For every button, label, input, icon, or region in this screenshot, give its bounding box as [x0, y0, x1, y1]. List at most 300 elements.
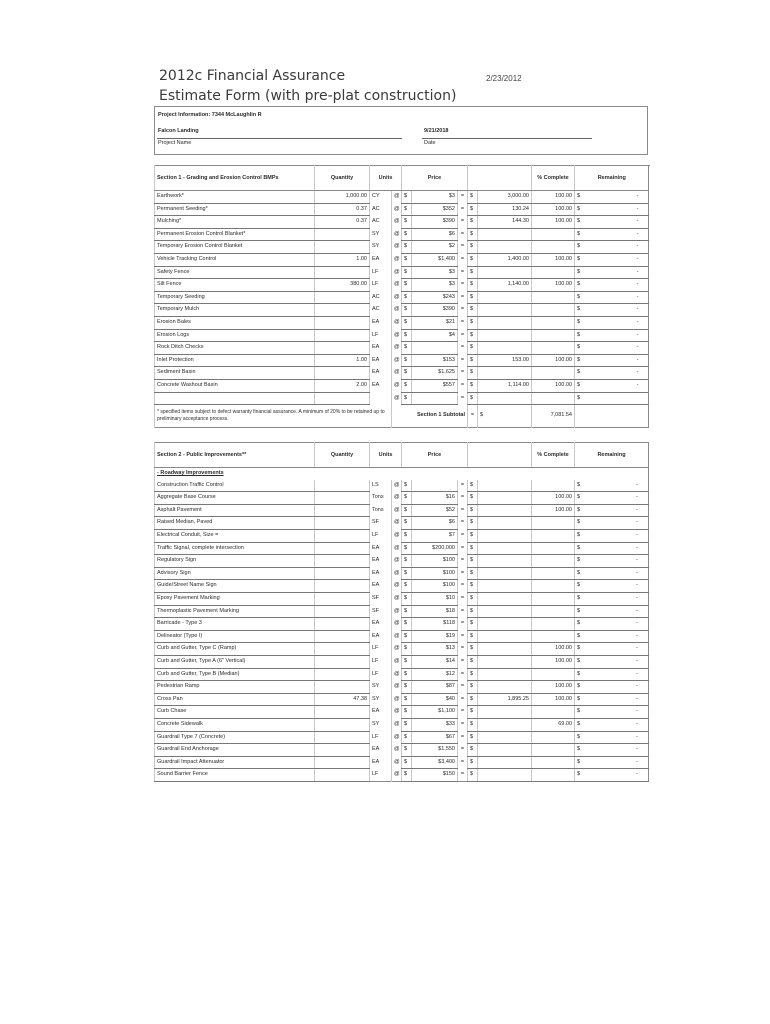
item-total: 130.24 — [478, 203, 532, 216]
item-remaining — [575, 203, 649, 216]
line-item-row — [155, 605, 649, 618]
item-quantity — [315, 706, 370, 719]
equals-symbol: = — [458, 480, 468, 492]
item-remaining — [575, 706, 649, 719]
total-dollar: $ — [468, 618, 478, 631]
item-percent-complete — [532, 316, 575, 329]
item-name: Permanent Erosion Control Blanket* — [155, 228, 315, 241]
item-remaining — [575, 241, 649, 254]
item-price: $390 — [412, 216, 458, 229]
remaining-value: - — [636, 243, 639, 250]
equals-symbol: = — [458, 630, 468, 643]
item-percent-complete — [532, 580, 575, 593]
remaining-value: - — [636, 369, 639, 376]
at-symbol: @ — [392, 643, 402, 656]
item-price: $19 — [412, 630, 458, 643]
total-dollar: $ — [468, 756, 478, 769]
price-dollar: $ — [402, 668, 412, 681]
price-dollar: $ — [402, 291, 412, 304]
item-price: $153 — [412, 354, 458, 367]
line-item-row — [155, 392, 649, 405]
remaining-dollar: $ — [577, 481, 581, 488]
remaining-dollar: $ — [577, 708, 581, 715]
item-percent-complete: 100.00 — [532, 253, 575, 266]
remaining-value: - — [636, 306, 639, 313]
at-symbol: @ — [392, 542, 402, 555]
at-symbol: @ — [392, 379, 402, 392]
item-percent-complete — [532, 668, 575, 681]
price-dollar: $ — [402, 342, 412, 355]
section1-table — [154, 165, 649, 428]
item-percent-complete — [532, 555, 575, 568]
item-total — [478, 316, 532, 329]
item-quantity — [315, 681, 370, 694]
complete-header: % Complete — [532, 443, 575, 468]
item-price: $7 — [412, 530, 458, 543]
quantity-header: Quantity — [315, 166, 370, 191]
item-unit: LF — [370, 668, 392, 681]
item-percent-complete: 100.00 — [532, 492, 575, 505]
item-quantity — [315, 492, 370, 505]
item-quantity — [315, 656, 370, 669]
item-unit: AC — [370, 203, 392, 216]
item-unit: EA — [370, 744, 392, 757]
item-percent-complete — [532, 630, 575, 643]
line-item-row — [155, 756, 649, 769]
price-dollar: $ — [402, 706, 412, 719]
item-name: Curb Chase — [155, 706, 315, 719]
item-price: $13 — [412, 643, 458, 656]
equals-symbol: = — [458, 706, 468, 719]
total-dollar: $ — [468, 354, 478, 367]
item-price: $1,400 — [412, 253, 458, 266]
item-unit: EA — [370, 354, 392, 367]
total-dollar: $ — [468, 253, 478, 266]
item-quantity — [315, 316, 370, 329]
total-dollar: $ — [468, 706, 478, 719]
item-quantity — [315, 304, 370, 317]
price-dollar: $ — [402, 542, 412, 555]
item-quantity — [315, 618, 370, 631]
item-name: Pedestrian Ramp — [155, 681, 315, 694]
item-unit — [370, 392, 392, 405]
at-symbol: @ — [392, 769, 402, 782]
equals-symbol: = — [458, 329, 468, 342]
item-name: Curb and Gutter, Type C (Ramp) — [155, 643, 315, 656]
line-item-row — [155, 580, 649, 593]
line-item-row — [155, 253, 649, 266]
item-unit: EA — [370, 618, 392, 631]
remaining-dollar: $ — [577, 193, 581, 199]
item-remaining — [575, 504, 649, 517]
item-percent-complete — [532, 567, 575, 580]
remaining-dollar: $ — [577, 733, 581, 740]
item-remaining — [575, 329, 649, 342]
item-name: Earthwork* — [155, 191, 315, 204]
item-name: Barricade - Type 3 — [155, 618, 315, 631]
item-remaining — [575, 593, 649, 606]
item-unit: SY — [370, 241, 392, 254]
item-total — [478, 555, 532, 568]
line-item-row — [155, 630, 649, 643]
remaining-dollar: $ — [577, 318, 581, 325]
item-total: 1,895.25 — [478, 693, 532, 706]
equals-symbol: = — [458, 542, 468, 555]
item-unit: AC — [370, 304, 392, 317]
item-price: $100 — [412, 555, 458, 568]
item-price: $3 — [412, 191, 458, 204]
at-symbol: @ — [392, 228, 402, 241]
at-symbol: @ — [392, 392, 402, 405]
remaining-value: - — [636, 205, 639, 212]
item-quantity: 1,000.00 — [315, 191, 370, 204]
remaining-dollar: $ — [577, 746, 581, 753]
total-dollar: $ — [468, 216, 478, 229]
item-total — [478, 605, 532, 618]
item-name: Erosion Logs — [155, 329, 315, 342]
item-quantity — [315, 517, 370, 530]
line-item-row — [155, 367, 649, 380]
item-name: Aggregate Base Course — [155, 492, 315, 505]
item-unit: SF — [370, 593, 392, 606]
item-price: $2 — [412, 241, 458, 254]
equals-symbol: = — [458, 291, 468, 304]
remaining-dollar: $ — [577, 205, 581, 212]
total-dollar: $ — [468, 304, 478, 317]
item-total — [478, 504, 532, 517]
item-percent-complete — [532, 266, 575, 279]
remaining-dollar: $ — [577, 771, 581, 778]
remaining-value: - — [636, 544, 638, 551]
at-symbol: @ — [392, 203, 402, 216]
total-dollar: $ — [468, 580, 478, 593]
item-total — [478, 304, 532, 317]
at-symbol: @ — [392, 329, 402, 342]
remaining-value: - — [636, 344, 639, 351]
item-percent-complete — [532, 392, 575, 405]
equals-symbol: = — [458, 593, 468, 606]
line-item-row — [155, 618, 649, 631]
item-total: 1,114.00 — [478, 379, 532, 392]
project-date-caption: Date — [424, 140, 436, 146]
line-item-row — [155, 668, 649, 681]
remaining-dollar: $ — [577, 607, 581, 614]
price-dollar: $ — [402, 392, 412, 405]
total-dollar: $ — [468, 555, 478, 568]
item-name: Safety Fence — [155, 266, 315, 279]
roadway-subheading-row — [155, 468, 649, 480]
equals-symbol: = — [458, 718, 468, 731]
price-dollar: $ — [402, 769, 412, 782]
item-name: Sound Barrier Fence — [155, 769, 315, 782]
item-name: Asphalt Pavement — [155, 504, 315, 517]
subtotal-value: 7,081.54 — [532, 405, 575, 428]
at-symbol: @ — [392, 706, 402, 719]
item-price: $67 — [412, 731, 458, 744]
remaining-dollar: $ — [577, 243, 581, 250]
equals-symbol: = — [458, 367, 468, 380]
total-dollar: $ — [468, 266, 478, 279]
item-price: $1,100 — [412, 706, 458, 719]
item-total — [478, 392, 532, 405]
item-name: Temporary Mulch — [155, 304, 315, 317]
item-quantity — [315, 643, 370, 656]
section1-title: Section 1 - Grading and Erosion Control BMPs — [155, 166, 315, 191]
item-name: Epoxy Pavement Marking — [155, 593, 315, 606]
item-percent-complete — [532, 731, 575, 744]
equals-symbol: = — [458, 756, 468, 769]
item-total — [478, 291, 532, 304]
at-symbol: @ — [392, 316, 402, 329]
item-percent-complete: 69.00 — [532, 718, 575, 731]
subtotal-dollar: $ — [478, 405, 532, 428]
item-total — [478, 593, 532, 606]
total-header — [468, 443, 532, 468]
item-name: Electrical Conduit, Size = — [155, 530, 315, 543]
item-name: Traffic Signal, complete intersection — [155, 542, 315, 555]
at-symbol: @ — [392, 756, 402, 769]
form-revision-date: 2/23/2012 — [486, 74, 522, 83]
item-total: 1,140.00 — [478, 279, 532, 292]
item-name: Raised Median, Paved — [155, 517, 315, 530]
item-price — [412, 342, 458, 355]
at-symbol: @ — [392, 630, 402, 643]
line-item-row — [155, 354, 649, 367]
item-total — [478, 580, 532, 593]
item-percent-complete — [532, 291, 575, 304]
item-unit: LF — [370, 329, 392, 342]
item-percent-complete — [532, 329, 575, 342]
item-name: Inlet Protection — [155, 354, 315, 367]
section2-header-row — [155, 443, 649, 468]
item-price: $118 — [412, 618, 458, 631]
item-price: $52 — [412, 504, 458, 517]
item-quantity — [315, 580, 370, 593]
item-name: Vehicle Tracking Control — [155, 253, 315, 266]
item-percent-complete: 100.00 — [532, 279, 575, 292]
at-symbol: @ — [392, 718, 402, 731]
price-dollar: $ — [402, 504, 412, 517]
remaining-value: - — [636, 532, 638, 539]
remaining-value: - — [636, 218, 639, 225]
item-quantity: 1.00 — [315, 354, 370, 367]
item-total — [478, 769, 532, 782]
item-percent-complete — [532, 480, 575, 492]
item-quantity — [315, 504, 370, 517]
item-name: Advisory Sign — [155, 567, 315, 580]
total-dollar: $ — [468, 567, 478, 580]
equals-symbol: = — [458, 530, 468, 543]
remaining-value: - — [636, 645, 638, 652]
item-unit: Tons — [370, 504, 392, 517]
item-price: $3 — [412, 279, 458, 292]
item-remaining — [575, 744, 649, 757]
section2-table — [154, 442, 649, 782]
item-price: $6 — [412, 517, 458, 530]
item-percent-complete — [532, 618, 575, 631]
item-remaining — [575, 266, 649, 279]
item-percent-complete: 100.00 — [532, 681, 575, 694]
estimate-form — [154, 106, 648, 796]
at-symbol: @ — [392, 492, 402, 505]
line-item-row — [155, 530, 649, 543]
item-percent-complete: 100.00 — [532, 191, 575, 204]
at-symbol: @ — [392, 618, 402, 631]
item-name: Rock Ditch Checks — [155, 342, 315, 355]
item-total — [478, 241, 532, 254]
remaining-dollar: $ — [577, 758, 581, 765]
equals-symbol: = — [458, 744, 468, 757]
item-percent-complete — [532, 342, 575, 355]
equals-symbol: = — [458, 266, 468, 279]
item-remaining — [575, 542, 649, 555]
price-dollar: $ — [402, 580, 412, 593]
section1-subtotal-row — [155, 405, 649, 428]
at-symbol: @ — [392, 354, 402, 367]
total-dollar: $ — [468, 203, 478, 216]
remaining-dollar: $ — [577, 695, 581, 702]
units-header: Units — [370, 166, 402, 191]
at-symbol: @ — [392, 504, 402, 517]
price-dollar: $ — [402, 517, 412, 530]
remaining-value: - — [636, 519, 638, 526]
total-dollar: $ — [468, 542, 478, 555]
item-total — [478, 718, 532, 731]
at-symbol: @ — [392, 555, 402, 568]
item-quantity — [315, 593, 370, 606]
item-remaining — [575, 605, 649, 618]
line-item-row — [155, 203, 649, 216]
at-symbol: @ — [392, 605, 402, 618]
equals-symbol: = — [458, 769, 468, 782]
remaining-dollar: $ — [577, 620, 581, 627]
item-percent-complete — [532, 530, 575, 543]
at-symbol: @ — [392, 580, 402, 593]
item-unit: SF — [370, 517, 392, 530]
remaining-dollar: $ — [577, 670, 581, 677]
section2-title: Section 2 - Public Improvements** — [155, 443, 315, 468]
equals-symbol: = — [458, 492, 468, 505]
item-total — [478, 744, 532, 757]
item-name: Mulching* — [155, 216, 315, 229]
total-dollar: $ — [468, 593, 478, 606]
item-quantity: 380.00 — [315, 279, 370, 292]
at-symbol: @ — [392, 656, 402, 669]
remaining-value: - — [636, 683, 638, 690]
item-quantity — [315, 605, 370, 618]
equals-symbol: = — [458, 316, 468, 329]
price-dollar: $ — [402, 316, 412, 329]
at-symbol: @ — [392, 279, 402, 292]
remaining-value: - — [636, 506, 638, 513]
item-quantity: 1.00 — [315, 253, 370, 266]
price-dollar: $ — [402, 555, 412, 568]
price-dollar: $ — [402, 354, 412, 367]
item-percent-complete — [532, 706, 575, 719]
item-remaining — [575, 492, 649, 505]
item-name: Guide/Street Name Sign — [155, 580, 315, 593]
total-dollar: $ — [468, 379, 478, 392]
equals-symbol: = — [458, 216, 468, 229]
line-item-row — [155, 316, 649, 329]
price-dollar: $ — [402, 228, 412, 241]
at-symbol: @ — [392, 291, 402, 304]
item-remaining — [575, 567, 649, 580]
equals-symbol: = — [458, 567, 468, 580]
remaining-value: - — [636, 230, 639, 237]
remaining-value: - — [636, 268, 639, 275]
item-total — [478, 643, 532, 656]
item-quantity — [315, 668, 370, 681]
price-dollar: $ — [402, 643, 412, 656]
item-price: $150 — [412, 769, 458, 782]
item-price: $390 — [412, 304, 458, 317]
item-remaining — [575, 291, 649, 304]
item-price: $14 — [412, 656, 458, 669]
item-price — [412, 392, 458, 405]
total-dollar: $ — [468, 668, 478, 681]
item-quantity — [315, 542, 370, 555]
item-remaining — [575, 354, 649, 367]
at-symbol: @ — [392, 266, 402, 279]
line-item-row — [155, 266, 649, 279]
remaining-dollar: $ — [577, 268, 581, 275]
item-unit: EA — [370, 367, 392, 380]
total-dollar: $ — [468, 367, 478, 380]
price-dollar: $ — [402, 279, 412, 292]
item-total — [478, 367, 532, 380]
at-symbol: @ — [392, 668, 402, 681]
item-name: Guardrail Type 7 (Concrete) — [155, 731, 315, 744]
at-symbol: @ — [392, 567, 402, 580]
item-total — [478, 656, 532, 669]
price-dollar: $ — [402, 216, 412, 229]
item-quantity — [315, 530, 370, 543]
price-dollar: $ — [402, 718, 412, 731]
item-total — [478, 681, 532, 694]
remaining-value: - — [636, 733, 638, 740]
item-price: $18 — [412, 605, 458, 618]
equals-symbol: = — [458, 504, 468, 517]
remaining-value: - — [636, 658, 638, 664]
item-unit: LF — [370, 643, 392, 656]
line-item-row — [155, 304, 649, 317]
price-dollar: $ — [402, 593, 412, 606]
item-remaining — [575, 367, 649, 380]
total-dollar: $ — [468, 744, 478, 757]
at-symbol: @ — [392, 304, 402, 317]
item-remaining — [575, 580, 649, 593]
total-dollar: $ — [468, 643, 478, 656]
total-dollar: $ — [468, 504, 478, 517]
item-unit: SY — [370, 681, 392, 694]
price-dollar: $ — [402, 731, 412, 744]
equals-symbol: = — [458, 241, 468, 254]
item-remaining — [575, 668, 649, 681]
form-title-line2: Estimate Form (with pre-plat construction) — [159, 88, 457, 104]
item-remaining — [575, 342, 649, 355]
total-dollar: $ — [468, 228, 478, 241]
remaining-value: - — [636, 557, 638, 564]
item-remaining — [575, 718, 649, 731]
price-dollar: $ — [402, 241, 412, 254]
at-symbol: @ — [392, 480, 402, 492]
item-quantity — [315, 480, 370, 492]
item-unit: EA — [370, 342, 392, 355]
at-symbol: @ — [392, 342, 402, 355]
price-dollar: $ — [402, 656, 412, 669]
item-total — [478, 630, 532, 643]
